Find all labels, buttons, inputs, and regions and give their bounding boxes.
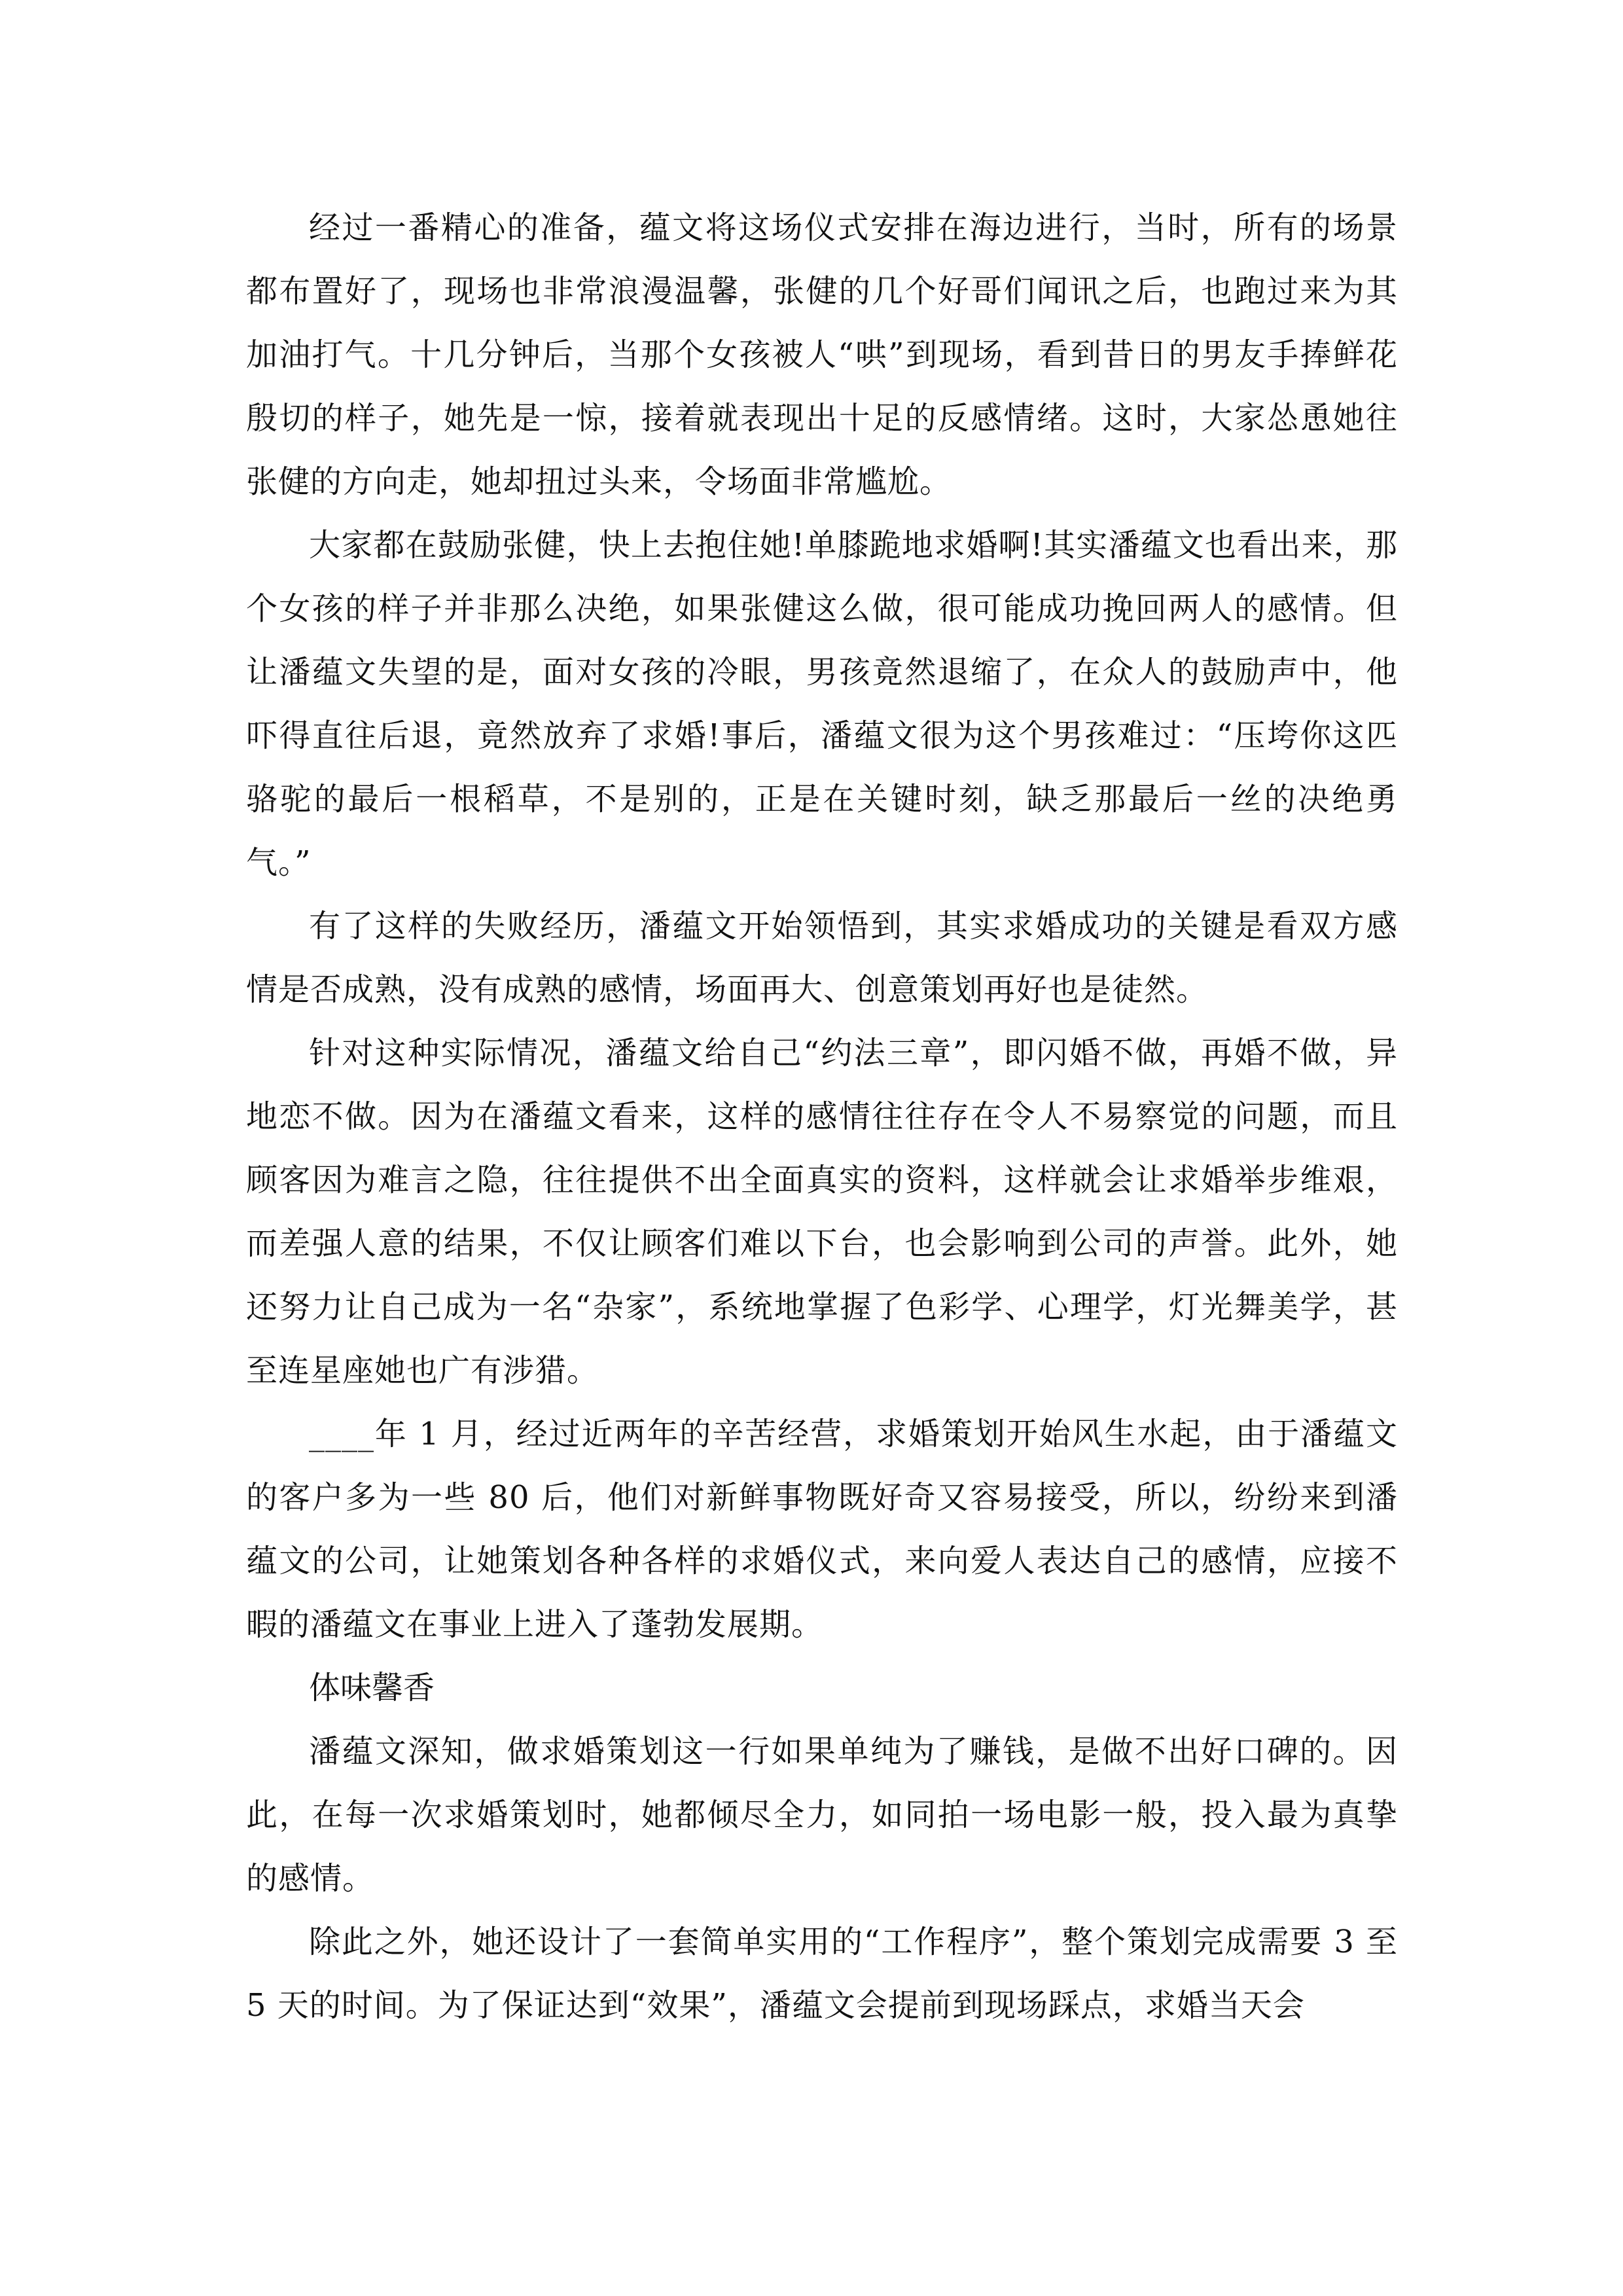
paragraph-1: 经过一番精心的准备，蕴文将这场仪式安排在海边进行，当时，所有的场景都布置好了，现场也非常浪漫温馨，张健的几个好哥们闻讯之后，也跑过来为其加油打气。十几分钟后，当那个女孩被人“哄”到现场，看到昔日的男友手捧鲜花殷切的样子，她先是一惊，接着就表现出十足的反感情绪。这时，大家怂恿她往张健的方向走，她却扭过头来，令场面非常尴尬。 — [246, 209, 1398, 500]
section-heading: 体味馨香 — [309, 1670, 435, 1706]
paragraph-3: 有了这样的失败经历，潘蕴文开始领悟到，其实求婚成功的关键是看双方感情是否成熟，没有成熟的感情，场面再大、创意策划再好也是徒然。 — [246, 908, 1398, 1008]
paragraph-4: 针对这种实际情况，潘蕴文给自己“约法三章”，即闪婚不做，再婚不做，异地恋不做。因为在潘蕴文看来，这样的感情往往存在令人不易察觉的问题，而且顾客因为难言之隐，往往提供不出全面真实的资料，这样就会让求婚举步维艰，而差强人意的结果，不仅让顾客们难以下台，也会影响到公司的声誉。此外，她还努力让自己成为一名“杂家”，系统地掌握了色彩学、心理学，灯光舞美学，甚至连星座她也广有涉猎。 — [246, 1035, 1398, 1389]
document-body — [246, 196, 1398, 2037]
paragraph-7: 除此之外，她还设计了一套简单实用的“工作程序”，整个策划完成需要 3 至 5 天的时间。为了保证达到“效果”，潘蕴文会提前到现场踩点，求婚当天会 — [246, 1924, 1398, 2024]
paragraph-6: 潘蕴文深知，做求婚策划这一行如果单纯为了赚钱，是做不出好口碑的。因此，在每一次求婚策划时，她都倾尽全力，如同拍一场电影一般，投入最为真挚的感情。 — [246, 1733, 1398, 1897]
paragraph-5: ____年 1 月，经过近两年的辛苦经营，求婚策划开始风生水起，由于潘蕴文的客户多为一些 80 后，他们对新鲜事物既好奇又容易接受，所以，纷纷来到潘蕴文的公司，让她策划各种各样的求婚仪式，来向爱人表达自己的感情，应接不暇的潘蕴文在事业上进入了蓬勃发展期。 — [246, 1416, 1398, 1643]
paragraph-2: 大家都在鼓励张健，快上去抱住她!单膝跪地求婚啊!其实潘蕴文也看出来，那个女孩的样子并非那么决绝，如果张健这么做，很可能成功挽回两人的感情。但让潘蕴文失望的是，面对女孩的冷眼，男孩竟然退缩了，在众人的鼓励声中，他吓得直往后退，竟然放弃了求婚!事后，潘蕴文很为这个男孩难过：“压垮你这匹骆驼的最后一根稻草，不是别的，正是在关键时刻，缺乏那最后一丝的决绝勇气。” — [246, 527, 1398, 881]
